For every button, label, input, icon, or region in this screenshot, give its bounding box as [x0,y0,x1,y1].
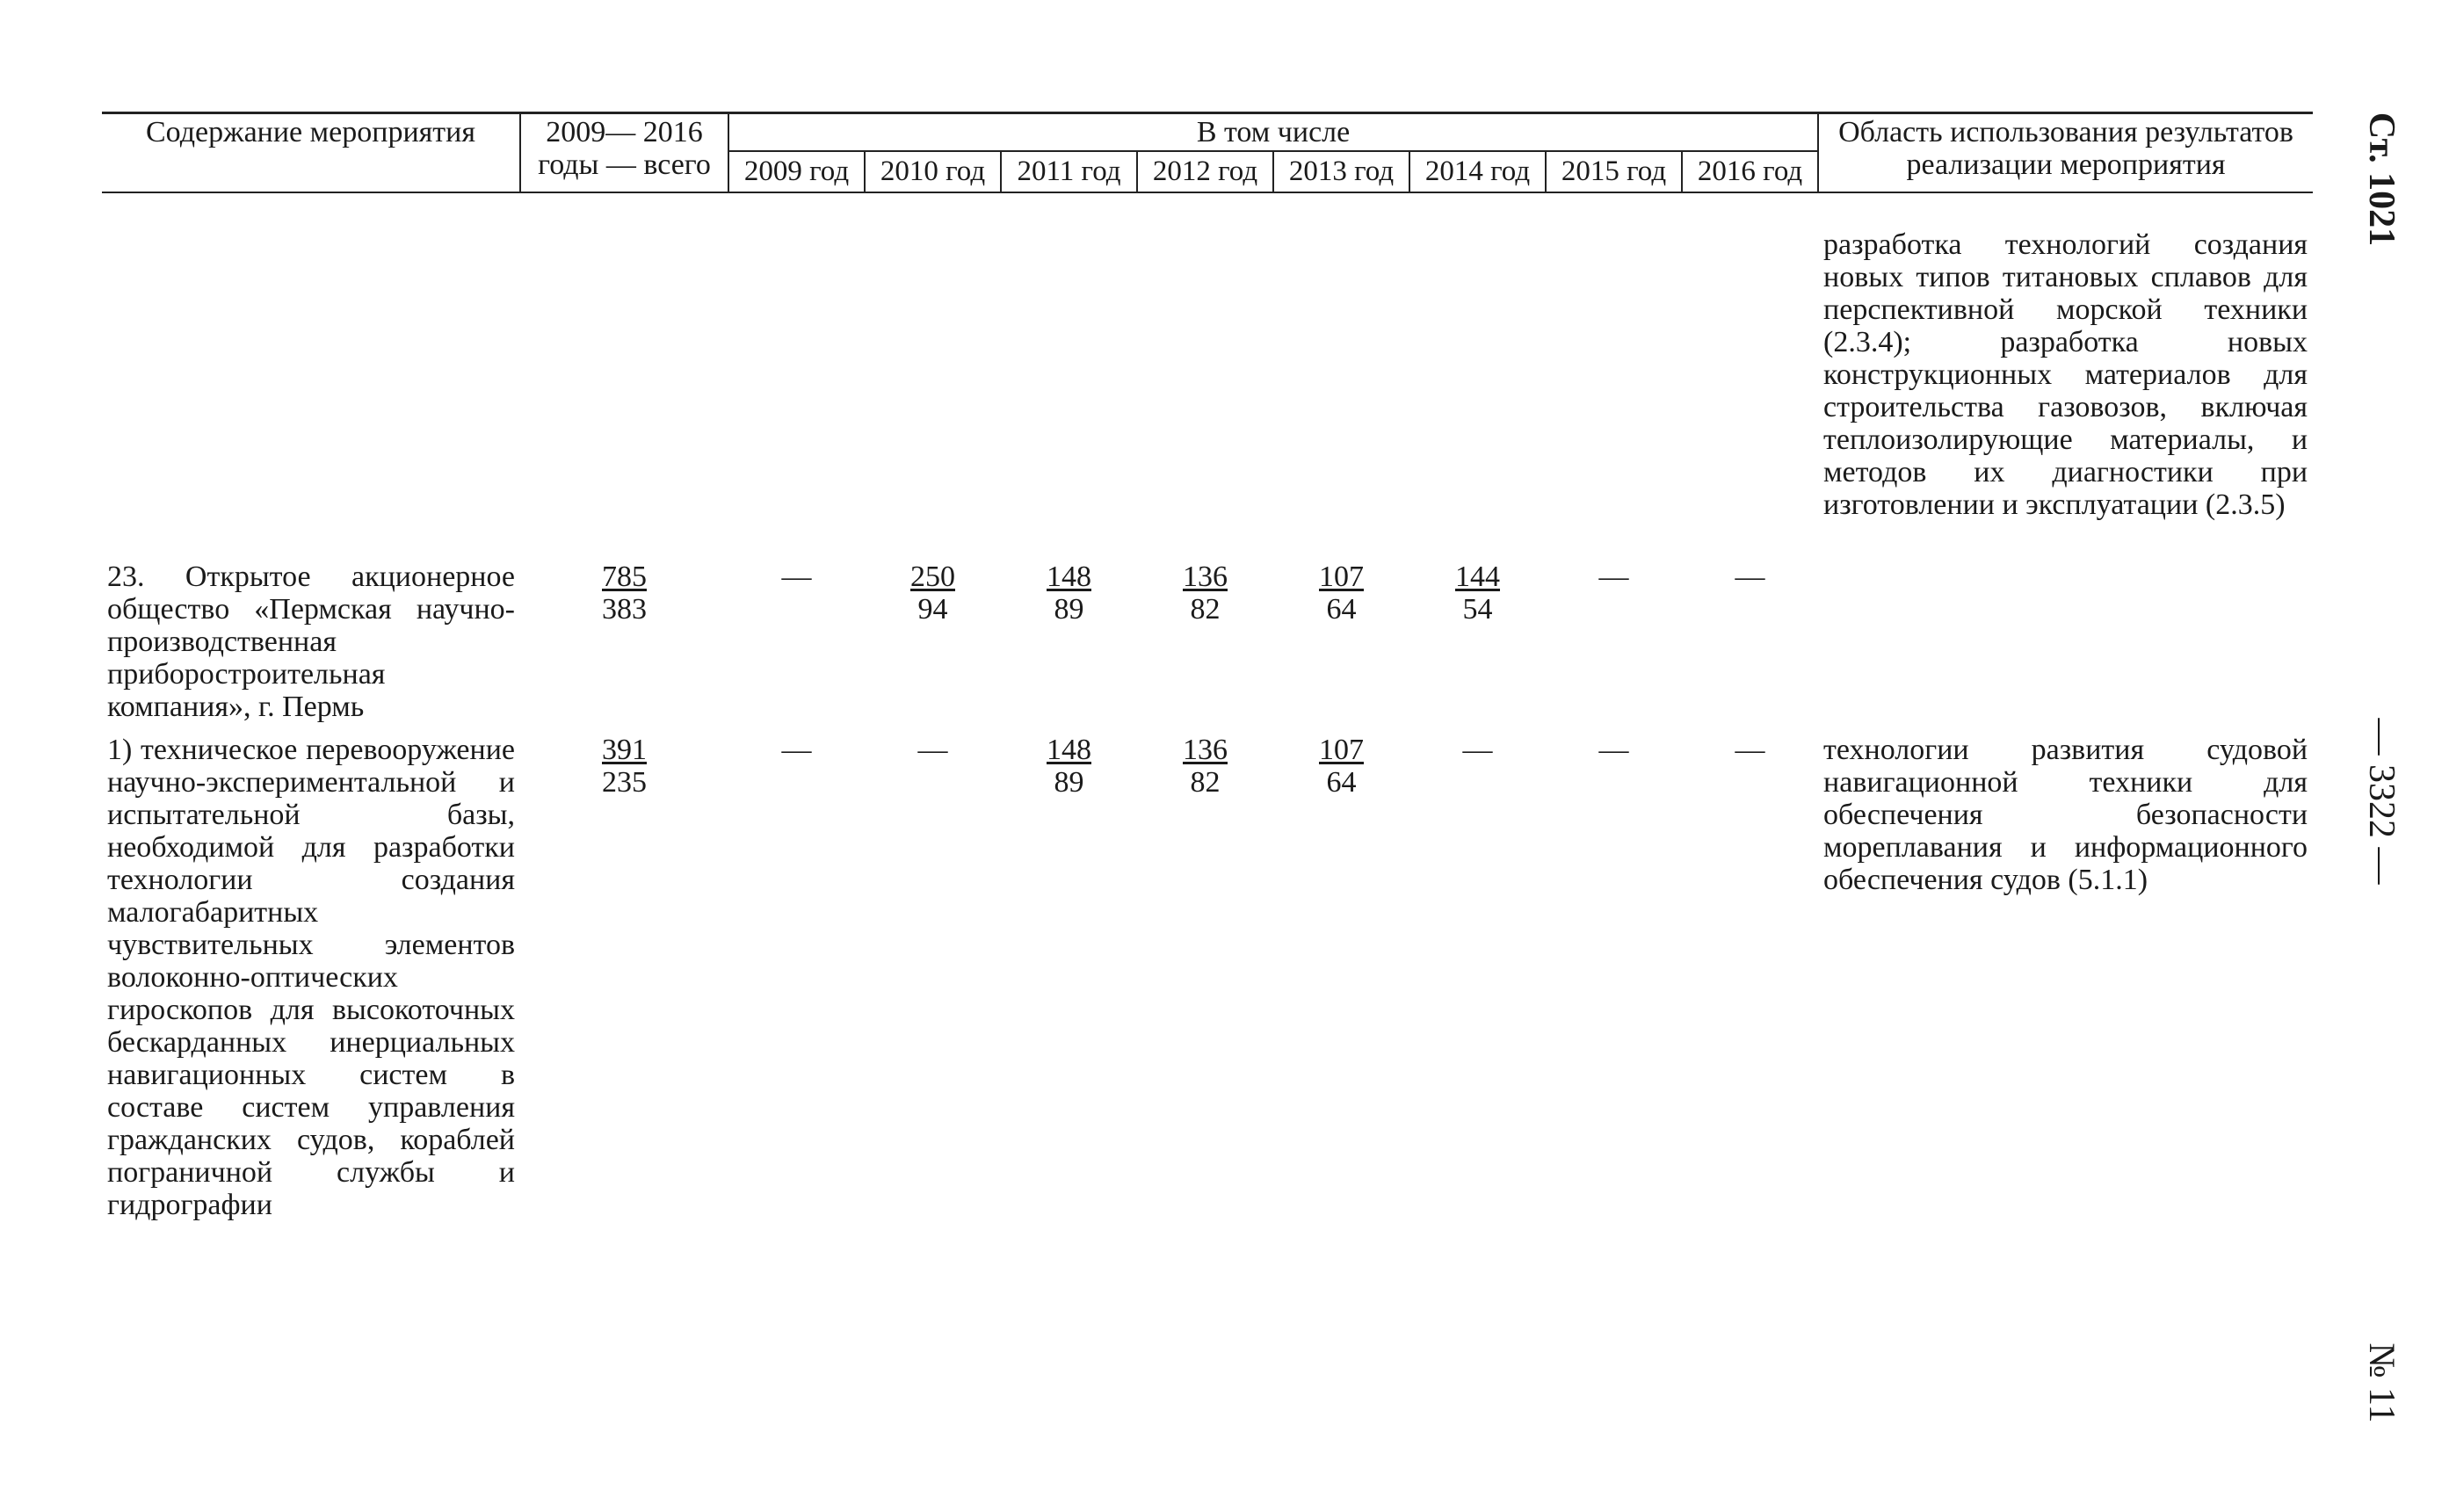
year-cell: 144 54 [1455,561,1500,626]
header-year: 2012 год [1137,151,1273,192]
header-year: 2015 год [1546,151,1682,192]
area-cell [1818,561,2313,723]
header-content: Содержание мероприятия [102,113,520,193]
year-cell: 107 64 [1319,734,1364,799]
year-cell: — [1598,734,1629,766]
header-area: Область использования результатов реализации мероприятия [1818,113,2313,193]
table-row [102,561,2313,723]
year-cell: — [781,561,812,593]
year-cell [1409,228,1546,521]
page-reference: Ст. 1021 [2361,112,2402,247]
year-cell: — [781,734,812,766]
year-cell [1137,228,1273,521]
table-row [102,734,2313,1221]
total-cell [520,228,728,521]
table-row [102,228,2313,521]
header-year: 2011 год [1001,151,1137,192]
year-cell: 107 64 [1319,561,1364,626]
header-year: 2014 год [1409,151,1546,192]
content-cell [102,228,520,521]
year-cell [1273,228,1409,521]
header-total: 2009— 2016 годы — всего [520,113,728,193]
content-cell: 23. Открытое акционерное общество «Пермская научно-производственная приборостроительная компания», г. Пермь [107,561,515,723]
issue-number: № 11 [2361,1342,2402,1423]
year-cell: 148 89 [1047,561,1091,626]
year-cell: — [1735,561,1765,593]
total-cell: 391 235 [602,734,647,799]
measures-table [102,112,2313,1221]
header-year: 2009 год [728,151,865,192]
year-cell: 136 82 [1183,734,1228,799]
year-cell [1546,228,1682,521]
year-cell [865,228,1001,521]
year-cell [1682,228,1818,521]
year-cell: 250 94 [910,561,955,626]
year-cell [728,228,865,521]
year-cell: — [1462,734,1493,766]
year-cell: 148 89 [1047,734,1091,799]
year-cell: 136 82 [1183,561,1228,626]
header-year: 2016 год [1682,151,1818,192]
year-cell: — [1598,561,1629,593]
year-cell: — [917,734,948,766]
header-year: 2013 год [1273,151,1409,192]
year-cell [1001,228,1137,521]
header-year: 2010 год [865,151,1001,192]
content-cell: 1) техническое перевооружение научно-экспериментальной и испытательной базы, необходимой для разработки технологии создания малогабаритных чувствительных элементов волоконно-оптических гироскопов для высокоточных бескарданных инерциальных навигационных систем в составе систем управления гражданских судов, кораблей пограничной службы и гидрографии [107,734,515,1221]
area-cell: технологии развития судовой навигационной техники для обеспечения безопасности мореплавания и информационного обеспечения судов (5.1.1) [1823,734,2308,896]
year-cell: — [1735,734,1765,766]
total-cell: 785 383 [602,561,647,626]
page-number: — 3322 — [2361,718,2402,885]
area-cell: разработка технологий создания новых типов титановых сплавов для перспективной морской техники (2.3.4); разработка новых конструкционных материалов для строительства газовозов, включая теплоизолирующие материалы, и методов их диагностики при изготовлении и эксплуатации (2.3.5) [1823,228,2308,521]
header-including: В том числе [728,113,1818,152]
